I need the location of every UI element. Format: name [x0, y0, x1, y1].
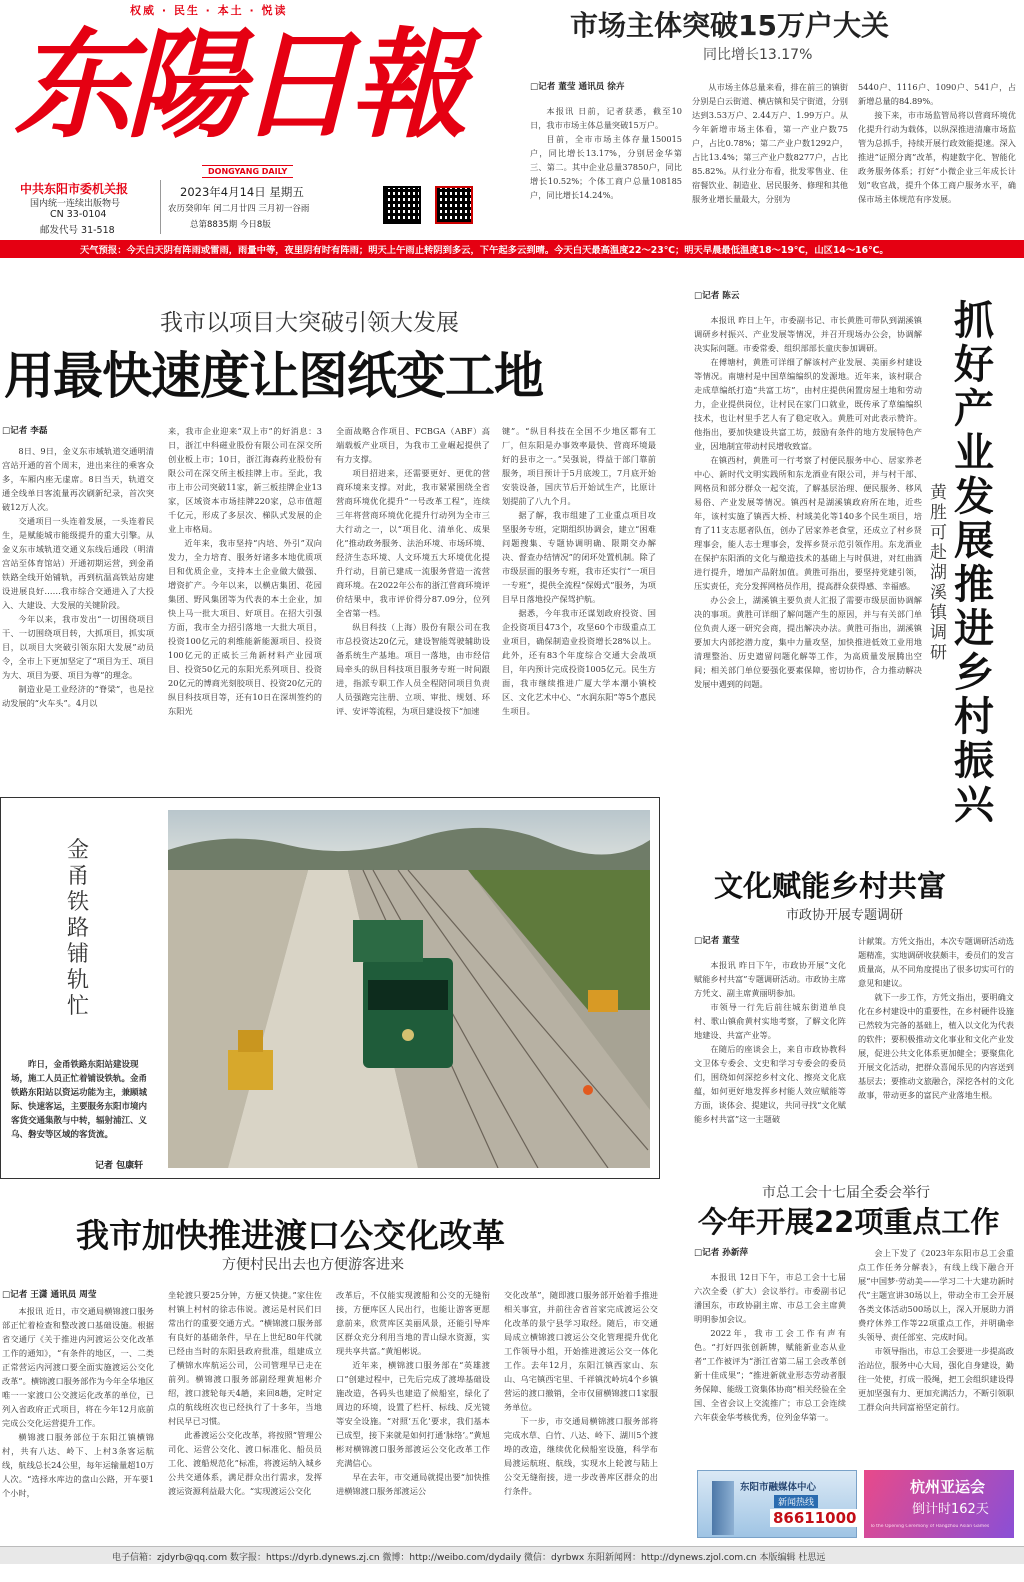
union-title: 今年开展22项重点工作 — [698, 1205, 1000, 1239]
paragraph: 来，我市企业迎来“双上市”的好消息：3日，浙江中科磁业股份有限公司在深交所创业板上市；10日，浙江海森药业股份有限公司在深交所主板挂牌上市。至此，我市上市公司突破11家，新三板挂牌企业13家，区域资本市场挂牌220家，总市值超千亿元，形成了多层次、梯队式发展的企业上市格局。 — [168, 426, 322, 534]
ad2-countdown: 倒计时162天 — [912, 1502, 989, 1517]
paragraph: 在随后的座谈会上，来自市政协教科文卫体专委会、文史和学习专委会的委员们，围绕如何深挖乡村文化、擦亮文化底蕴，如何更好地发挥乡村能人效应赋能等方面，谈体会、提建议，共同寻找“文化赋能乡村共富”这一主题破 — [694, 1044, 846, 1124]
top-story-title: 市场主体突破15万户大关 — [570, 9, 889, 42]
ad1-sub: 新闻热线 — [774, 1495, 818, 1508]
paragraph: 纵目科技（上海）股份有限公司在我市总投资达20亿元，建设智能驾驶辅助设备系统生产基地。项目一落地，由市经信局牵头的纵目科技项目服务专班一时间跟进，指派专职工作人员全程陪同项目负责人员强跑完注册、立项、审批、规划、环评、安评等流程，为项目建设按下“加速 — [336, 622, 490, 716]
union-col2 — [858, 1246, 1014, 1414]
top-story-col1 — [530, 104, 682, 202]
paragraph: 键”。“纵目科技在全国不少地区都有工厂，但东阳是办事效率最快、营商环境最好的县市之一。”吴强说，得益于部门靠前服务，项目预计于5月底竣工，7月底开始安装设备，国庆节后开始试生产，比原计划提前了八九个月。 — [502, 426, 656, 506]
weather-text: 天气预报：今天白天阴有阵雨或雷雨，雨量中等，夜里阴有时有阵雨；明天上午雨止转阴到多云，下午起多云到晴。今天白天最高温度22～23℃；明天早晨最低温度18～19℃，山区14～16℃。 — [80, 245, 889, 256]
ad2-title: 杭州亚运会 — [910, 1478, 986, 1496]
paragraph: 本报讯 日前，记者获悉，截至10日，我市市场主体总量突破15万户。 — [530, 106, 682, 130]
ad-asian-games — [864, 1470, 1014, 1538]
photo-box — [0, 797, 660, 1179]
lead-byline: □记者 李磊 — [2, 426, 48, 436]
masthead-cn: CN 33-0104 — [50, 209, 107, 220]
ad1-phone: 86611000 — [770, 1509, 860, 1527]
paragraph: 市领导指出，市总工会要进一步提高政治站位，服务中心大局，强化自身建设，勤往一处使，打成一股绳，把工会组织建设得更加坚强有力、更加充满活力，不断引领职工群众向共同富裕坚定前行。 — [858, 1346, 1014, 1412]
paragraph: 项目招进来，还需要更好、更优的营商环境来支撑。对此，我市紧紧围绕全省营商环境优化提升“一号改革工程”，连续三年将营商环境优化提升行动列为全市三大行动之一，以“项目化、清单化、成果化”推动政务服务、法治环境、市场环境、经济生态环境、人文环境五大环境优化提升行动，目前已建成一流服务营造一流营商环境。在2022年公布的浙江营商环境评价结果中，我市评价得分87.09分，位列全省第一档。 — [336, 468, 490, 618]
paragraph: 今年以来，我市发出“一切围绕项目干、一切围绕项目转，大抓项目，抓实项目，以项目大突破引领东阳大发展”动员令，全市上下更加坚定了“项目为王、项目为大、项目为要、项目为尊”的理念。 — [2, 614, 154, 680]
paragraph: 接下来，市市场监管局将以营商环境优化提升行动为载体，以纵深推进清廉市场监管为总抓手，持续开展行政效能提速。深入推进“证照分离”改革，构建数字化、智能化政务服务体系；打好“小微企业三年成长计划”收官战，提升个体工商户服务水平，确保市场主体规范有序发展。 — [858, 110, 1016, 204]
union-kicker: 市总工会十七届全委会举行 — [762, 1185, 930, 1201]
ferry-col4 — [504, 1288, 658, 1498]
lead-story — [0, 270, 660, 790]
railway-photo — [168, 810, 650, 1168]
lead-kicker: 我市以项目大突破引领大发展 — [160, 310, 459, 336]
culture-title: 文化赋能乡村共富 — [714, 869, 947, 903]
masthead-slogan: 权威 · 民生 · 本土 · 悦读 — [130, 4, 288, 17]
culture-col1 — [694, 958, 846, 1126]
footer-bar — [0, 1546, 1024, 1564]
culture-col2 — [858, 934, 1014, 1102]
ad-media-center — [697, 1470, 857, 1538]
paragraph: 本报讯 昨日上午，市委副书记、市长黄胜可带队到湖溪镇调研乡村振兴、产业发展等情况，并召开现场办公会，协调解决实际问题。市委常委、组织部部长童庆参加调研。 — [694, 315, 922, 353]
right-story-body — [694, 313, 922, 691]
union-story — [690, 1180, 1024, 1450]
ferry-col2 — [168, 1288, 322, 1498]
paragraph: 下一步，市交通局横锦渡口服务部将完成水草、白竹、八达、岭下、湖川5个渡埠的改造，继续优化候船室设施，科学布局渡运航班、航线，实现水上轮渡与陆上公交无缝衔接，进一步改善库区群众的出行条件。 — [504, 1416, 658, 1496]
ad2-eng: To the Opening Ceremony of Hangzhou Asian Games — [870, 1524, 990, 1529]
masthead-divider — [160, 180, 161, 234]
lead-col4 — [502, 424, 656, 718]
paragraph: 2022年，我市工会工作有声有色。“打好四张创新牌，赋能新业态从业者”工作被评为“浙江省第二届工会改革创新十佳成果”；“推进新就业形态劳动者服务保障、能级工资集体协商”相关经验在全国、全省会议上交流推广；市总工会连续六年获金华考核优秀，位列金华第一。 — [694, 1328, 846, 1422]
qr-code-icon — [435, 186, 473, 224]
paragraph: 5440户、1116户、1090户、541户，占新增总量的84.89%。 — [858, 82, 1016, 106]
photo-title: 金甬铁路铺轨忙 — [67, 838, 90, 1019]
union-col1 — [694, 1270, 846, 1424]
ad1-title: 东阳市融媒体中心 — [740, 1482, 817, 1493]
right-story-title: 抓好产业发展 推进乡村振兴 — [954, 298, 994, 828]
top-story-byline: □记者 董莹 通讯员 徐卉 — [530, 82, 625, 92]
right-story-byline: □记者 陈云 — [694, 291, 740, 301]
paragraph: 坐轮渡只要25分钟，方便又快捷。”家住佐村镇上村村的徐志伟说。渡运是村民们日常出行的重要交通方式。“横锦渡口服务部有良好的基础条件，早在上世纪80年代就已经由当时的东阳县政府批准，组建成立了横锦水库航运公司，公司管理早已走在前列。横锦渡口服务部副经理黄旭彬介绍，渡口渡轮每天4趟，来回8趟，定时定点的航线班次也已经执行了十多年，当地村民早已习惯。 — [168, 1290, 322, 1426]
masthead-lunar: 农历癸卯年 闰二月廿四 三月初一谷雨 — [168, 204, 310, 214]
footer-text: 电子信箱：zjdyrb@qq.com 数字报：https://dyrb.dynews.zj.cn 微博：http://weibo.com/dydaily 微信：dyrbwx 东阳新闻网：http://dynews.zjol.com.cn 本版编辑 杜思远 — [112, 1553, 826, 1563]
top-story-subtitle: 同比增长13.17% — [703, 47, 813, 63]
lead-col1 — [2, 444, 154, 710]
paragraph: 据悉，今年我市还谋划政府投资、国企投资项目473个，攻坚60个市级重点工业项目，确保制造业投资增长28%以上。此外，还有83个年度综合交通大会战项目，年内预计完成投资1005亿元。民生方面，我市继续推进广厦大学本潮小镇校区、文化艺术中心、“水润东阳”等5个惠民生项目。 — [502, 608, 656, 716]
masthead-logo-latin: DONGYANG DAILY — [202, 165, 293, 178]
paragraph: 本报讯 近日，市交通局横锦渡口服务部正忙着检查和整改渡口基础设施。根据省交通厅《关于推进内河渡运公交化改革工作的通知》，“有条件的地区，一、二类正常营运内河渡口要全面实施渡运公交化改革”。横锦渡口服务部作为今年全华地区唯一一家渡口公交渡运化改革的单位，已列入省政府正式项目，将在今年12月底前完成公交化运营提升工作。 — [2, 1306, 154, 1428]
photo-credit: 记者 包康轩 — [95, 1161, 144, 1171]
paragraph: 早在去年，市交通局就提出要“加快推进横锦渡口服务部渡运公 — [336, 1472, 490, 1496]
lead-title: 用最快速度让图纸变工地 — [4, 347, 543, 405]
paragraph: 近年来，横锦渡口服务部在“英雄渡口”创建过程中，已先后完成了渡埠基础设施改造，各码头也建造了候船室，绿化了周边的环境，设置了栏杆、标线、反光镜等安全设施。“对照‘五化’要求，我们基本已成型，接下来就是如何打通‘脉络’。”黄旭彬对横锦渡口服务部渡运公交化改革工作充满信心。 — [336, 1360, 490, 1468]
paragraph: 目前，全市市场主体存量150015户，同比增长13.17%，分别居金华第三、第二。其中企业总量37850户，同比增长10.52%；个体工商户总量108185户，同比增长14.24%。 — [530, 134, 682, 200]
union-byline: □记者 孙新萍 — [694, 1248, 749, 1258]
photo-caption: 昨日，金甬铁路东阳站建设现场，施工人员正忙着铺设铁轨。金甬铁路东阳站以资运功能为主，兼顾城际、快速客运，主要服务东阳市境内客货交通集散与中转，辐射浦江、义乌、磐安等区域的客货流。 — [11, 1060, 148, 1140]
lead-col3 — [336, 424, 490, 718]
paragraph: 近年来，我市坚持“内培、外引”双向发力，全力培育、服务好诸多本地优质项目和优质企业，支持本土企业做大做强、增资扩产。今年以来，以横店集团、花园集团、野风集团等为代表的本土企业，加快上马一批大项目、好项目。在招大引强方面，我市全力招引落地一大批大项目，投资100亿元的利维能新能源项目、投资100亿元的正威长三角新材料产业园项目、投资50亿元的东阳光系列项目、投资20亿元的博商光刻胶项目、投资20亿元的纵目科技项目等，还有10日在深圳签约的东阳光 — [168, 538, 322, 716]
railway-photo-image — [168, 810, 650, 1168]
culture-story — [690, 860, 1024, 1180]
paragraph: 计献策。方凭文指出，本次专题调研活动选题精准，实地调研收获颇丰，委员们的发言质量高，从不同角度提出了很多切实可行的意见和建议。 — [858, 936, 1014, 988]
paragraph: 制造业是工业经济的“脊梁”，也是拉动发展的“火车头”。4月以 — [2, 684, 154, 708]
right-story-subtitle: 黄胜可赴湖溪镇调研 — [930, 483, 947, 663]
paragraph: 从市场主体总量来看，排在前三的镇街分别是白云街道、横店镇和吴宁街道，分别达到3.53万户、2.44万户、1.99万户。从今年新增市场主体看，第一产业户数75户，占比0.78%；第二产业户数1292户，占比13.4%；第三产业户数8277户，占比85.82%。从行业分布看，批发零售业、住宿餐饮业、制造业、居民服务、修理和其他服务业增长量最大，分别为 — [692, 82, 848, 204]
paragraph: 横锦渡口服务部位于东阳江镇横锦村，共有八达、岭下、上村3条客运航线，航线总长24公里，每年运输量超10万人次。“选择水库边的盘山公路，开车要1个小时， — [2, 1432, 154, 1498]
paragraph: 市领导一行先后前往城东街道单良村、歌山镇俞黄村实地考察，了解文化阵地建设、共富产业等。 — [694, 1002, 846, 1040]
top-story — [528, 0, 1024, 240]
paragraph: 交通项目一头连着发展，一头连着民生，是赋能城市能级提升的重大引擎。从金义东市域轨道交通义东线后通段（明清宫站至体育馆站）开通初期运营，到金甬铁路全线开始铺轨，再到杭温高铁站房建设进展良好……我市综合交通进入了大投入、大建设、大发展的关键阶段。 — [2, 516, 154, 610]
building-icon — [712, 1481, 734, 1535]
ferry-col1 — [2, 1304, 154, 1500]
paragraph: 此番渡运公交化改革，将按照“管理公司化、运营公交化、渡口标准化、船员员工化、渡船规范化”标准，将渡运纳入城乡公共交通体系，满足群众出行需求，发挥渡运资源利益最大化。“实现渡运公交化 — [168, 1430, 322, 1496]
paragraph: 据了解，我市组建了工业重点项目攻坚服务专班，定期组织协调会，建立“困难问题搜集、专题协调明确、限期交办解决、督查办结情况”的闭环处置机制。除了市级层面的服务专班，我市还实行“一项目一专班”，提供全流程“保姆式”服务，为项目早日落地投产保驾护航。 — [502, 510, 656, 604]
paragraph: 就下一步工作，方凭文指出，要明确文化在乡村建设中的重要性，在乡村硬件设施已然较为完备的基础上，植入以文化为代表的软件；要积极推动文化事业和文化产业发展，促进公共文化体系更加健全；要聚焦化开展文化活动，把群众喜闻乐见的内容送到基层去；要推动文旅融合，深挖各村的文化故事，带动更多的富民产业落地生根。 — [858, 992, 1014, 1100]
paragraph: 全面战略合作项目、FCBGA（ABF）高端载板产业项目，为我市工业崛起提供了有力支撑。 — [336, 426, 490, 464]
paragraph: 本报讯 昨日下午，市政协开展“文化赋能乡村共富”专题调研活动。市政协主席方凭文、副主席黄丽明参加。 — [694, 960, 846, 998]
qr-code-icon — [383, 186, 421, 224]
culture-byline: □记者 董莹 — [694, 936, 740, 946]
ferry-byline: □记者 王潇 通讯员 周莹 — [2, 1290, 97, 1300]
masthead-issue: 总第8835期 今日8版 — [190, 220, 271, 230]
masthead-organ: 中共东阳市委机关报 — [20, 182, 129, 196]
paragraph: 在镇西村，黄胜可一行考察了村便民服务中心、居家养老中心、新时代文明实践所和东龙酒业有限公司，并与村干部、网格员和部分群众一起交流，了解基层治理、便民服务、移风易俗、产业发展等情况。镇西村是湖溪镇政府所在地，近些年，该村实施了镇西大桥、村域美化等140多个民生项目，培育了11支志愿者队伍，创办了居家养老食堂，还成立了村乡贤理事会，能人志士理事会，发挥乡贤示范引领作用。东龙酒业在保护东阳酒的文化与酿造技术的基础上与时俱进，对红曲酒进行提升，增加产品附加值。黄胜可指出，要坚持党建引领，压实责任，充分发挥网格员作用，提高群众获得感、幸福感。 — [694, 455, 922, 591]
paragraph: 改革后，不仅能实现渡船和公交的无缝衔接，方便库区人民出行，也能让游客更愿意前来，欣赏库区美丽风景，还能引导库区群众充分利用当地的青山绿水资源，实现共享共富。”黄旭彬说。 — [336, 1290, 490, 1356]
right-story — [690, 285, 1024, 845]
paragraph: 办公会上，湖溪镇主要负责人汇报了需要市级层面协调解决的事项。黄胜可详细了解问题产生的原因，并与有关部门单位负责人逐一研究会商，提出解决办法。黄胜可指出，湖溪镇要加大内部挖潜力度，集中力量攻坚，加快推进低效工业用地清理整治、历史遗留问题化解等工作，为高质量发展腾出空间；相关部门单位要强化要素保障，密切协作，合力推动解决发展中遇到的问题。 — [694, 595, 922, 689]
masthead — [0, 0, 524, 240]
ferry-title: 我市加快推进渡口公交化改革 — [76, 1216, 505, 1255]
ferry-subtitle: 方便村民出去也方便游客进来 — [222, 1257, 404, 1273]
paragraph: 会上下发了《2023年东阳市总工会重点工作任务分解表》，有线上线下融合开展“中国梦·劳动美——学习二十大建功新时代”主题宣讲30场以上，带动全市工会开展各类文体活动500场以上，深入开展助力消费疗休养工作等22项重点工作，并明确牵头领导、责任部室、完成时间。 — [858, 1248, 1014, 1342]
paragraph: 在傅塘村，黄胜可详细了解该村产业发展、美丽乡村建设等情况。南塘村是中国草编编织的发源地。近年来，该村联合走成草编纸打造“共富工坊”，由村庄提供闲置房屋土地和劳动力，企业提供岗位，让村民在家门口就业，既传承了草编编织技术，也让村里手艺人有了稳定收入。黄胜可对此表示赞许。他指出，要加快建设共富工坊，鼓励有条件的地方发展特色产业，因地制宜带动村民增收致富。 — [694, 357, 922, 451]
culture-subtitle: 市政协开展专题调研 — [786, 908, 904, 923]
masthead-postcode: 邮发代号 31-518 — [40, 225, 115, 236]
weather-bar — [0, 240, 1024, 258]
masthead-logo: 东陽日報 — [14, 15, 463, 154]
ferry-col3 — [336, 1288, 490, 1498]
paragraph: 交化改革”，随即渡口服务部开始着手推进相关事宜，并前往舍省首家完成渡运公交化改革的景宁县学习取经。随后，市交通局成立横锦渡口渡运公交化管理提升优化工作领导小组，开始推进渡运公交一体化工作。去年12月，东阳江镇西家山、东山、乌宅镇西宅里、千祥镇沈岭坑4个乡镇营运的渡口撤销，全市仅留横锦渡口1家服务单位。 — [504, 1290, 658, 1412]
masthead-date: 2023年4月14日 星期五 — [180, 185, 304, 199]
masthead-issn: 国内统一连续出版物号 — [30, 199, 121, 209]
ferry-story — [0, 1200, 670, 1540]
lead-col2 — [168, 424, 322, 718]
top-story-col3 — [858, 80, 1016, 206]
top-story-col2 — [692, 80, 848, 206]
paragraph: 本报讯 12日下午，市总工会十七届六次全委（扩大）会议举行。市委副书记潘国东，市政协副主席、市总工会主席黄明明参加会议。 — [694, 1272, 846, 1324]
paragraph: 8日、9日，金义东市域轨道交通明清宫站开通的首个周末，进出来往的乘客众多，车厢内座无虚席。8日当天，轨道交通全线单日客流量再次刷新纪录，首次突破12万人次。 — [2, 446, 154, 512]
